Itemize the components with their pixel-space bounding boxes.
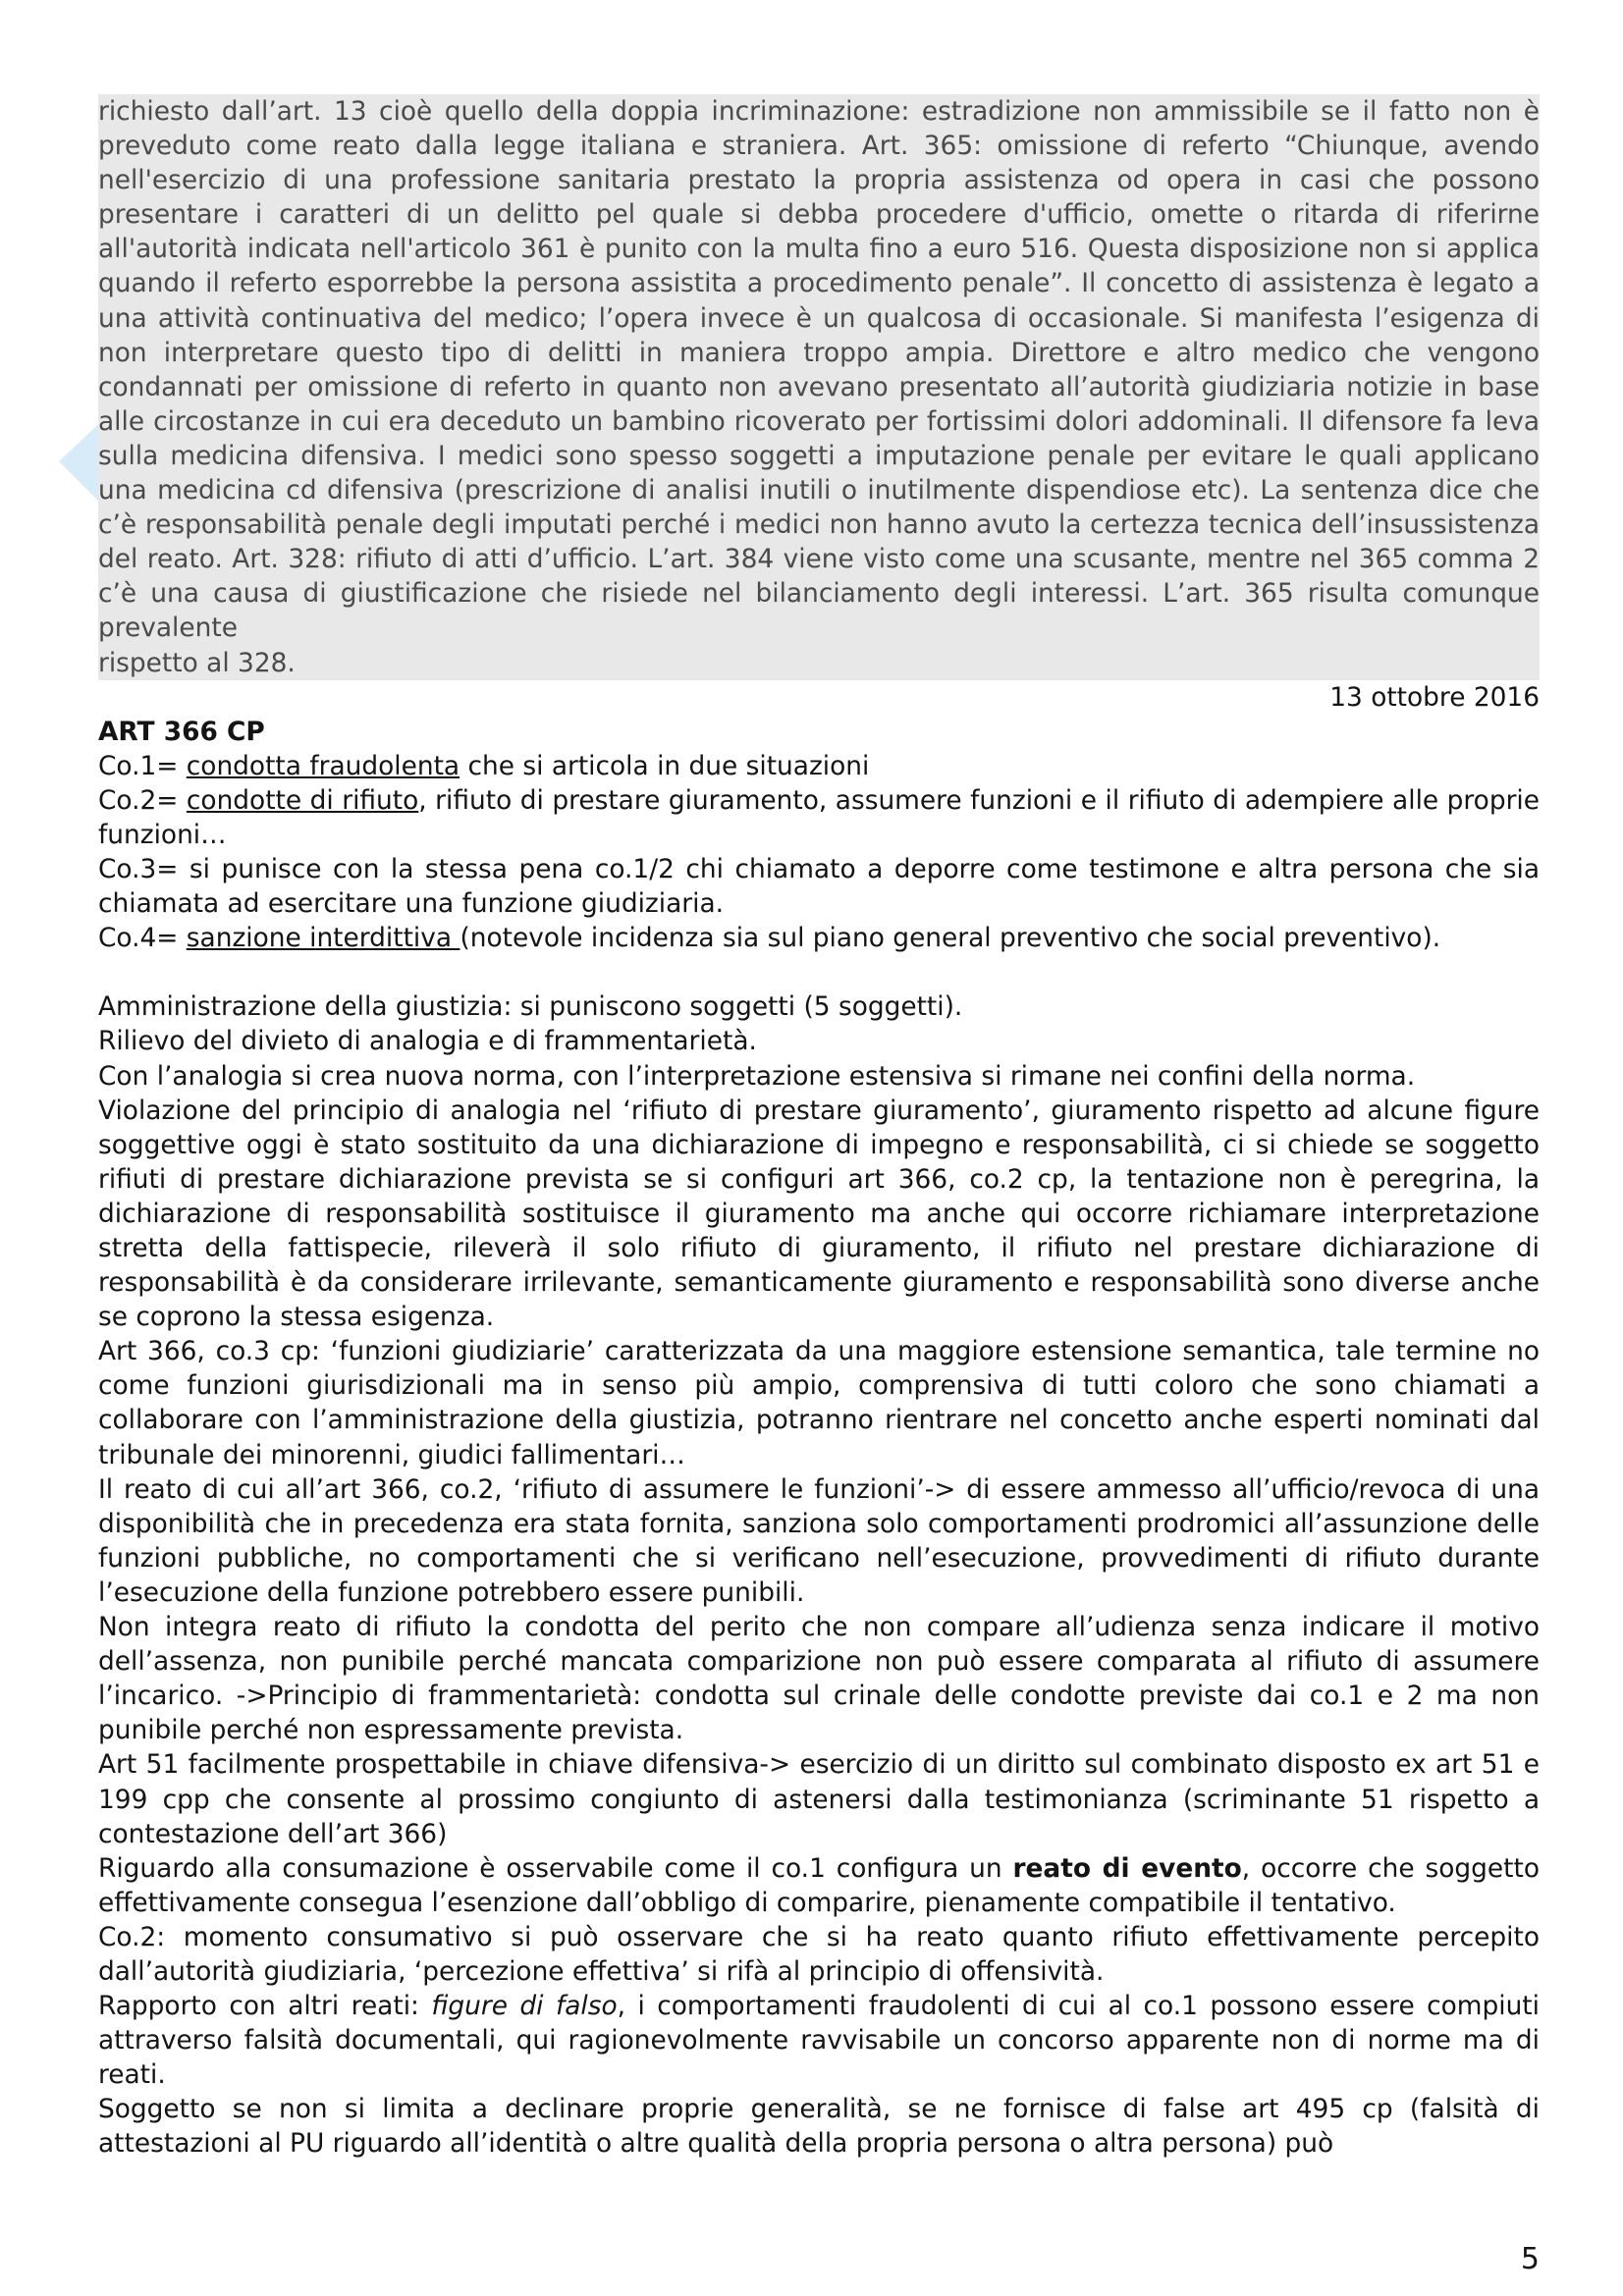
continuation-text: richiesto dall’art. 13 cioè quello della doppia incriminazione: estradizione non ammissibile se il fatto non è preveduto come reato dalla legge italiana e straniera. Art. 365: omissione di referto “Chiunque, avendo nell'esercizio di una professione sanitaria prestato la propria assistenza od opera in casi che possono presentare i caratteri di un delitto pel quale si debba procedere d'ufficio, omette o ritarda di riferirne all'autorità indicata nell'articolo 361 è punito con la multa fino a euro 516. Questa disposizione non si applica quando il referto esporrebbe la persona assistita a procedimento penale”. Il concetto di assistenza è legato a una attività continuativa del medico; l’opera invece è un qualcosa di occasionale. Si manifesta l’esigenza di non interpretare questo tipo di delitti in maniera troppo ampia. Direttore e altro medico che vengono condannati per omissione di referto in quanto non avevano presentato all’autorità giudiziaria notizie in base alle circostanze in cui era deceduto un bambino ricoverato per fortissimi dolori addominali. Il difensore fa leva sulla medicina difensiva. I medici sono spesso soggetti a imputazione penale per evitare le quali applicano una medicina cd difensiva (prescrizione di analisi inutili o inutilmente dispendiose etc). La sentenza dice che c’è responsabilità penale degli imputati perché i medici non hanno avuto la certezza tecnica dell’insussistenza del reato. Art. 328: rifiuto di atti d’ufficio. L’art. 384 viene visto come una scusante, mentre nel 365 comma 2 c’è una causa di giustificazione che risiede nel bilanciamento degli interessi. L’art. 365 risulta comunque prevalente	[98, 96, 1540, 644]
continuation-last-line: rispetto al 328.	[98, 647, 296, 678]
blank-line	[98, 955, 1540, 989]
co1-line: Co.1= condotta fraudolenta che si articola in due situazioni	[98, 750, 870, 781]
paragraph-7: Non integra reato di rifiuto la condotta del perito che non compare all’udienza senza indicare il motivo dell’assenza, non punibile perché mancata comparizione non può essere comparata al rifiuto di assumere l’incarico. ->Principio di frammentarietà: condotta sul crinale delle condotte previste dai co.1 e 2 ma non punibile perché non espressamente prevista.	[98, 1612, 1540, 1746]
paragraph-4: Violazione del principio di analogia nel ‘rifiuto di prestare giuramento’, giuramento rispetto ad alcune figure soggettive oggi è stato sostituito da una dichiarazione di impegno e responsabilità, ci si chiede se soggetto rifiuti di prestare dichiarazione prevista se si configuri art 366, co.2 cp, la tentazione non è peregrina, la dichiarazione di responsabilità sostituisce il giuramento ma anche qui occorre richiamare interpretazione stretta della fattispecie, rileverà il solo rifiuto di giuramento, il rifiuto nel prestare dichiarazione di responsabilità è da considerare irrilevante, semanticamente giuramento e responsabilità sono diverse anche se coprono la stessa esigenza.	[98, 1095, 1540, 1333]
page-number: 5	[1520, 2242, 1540, 2276]
paragraph-5: Art 366, co.3 cp: ‘funzioni giudiziarie’ caratterizzata da una maggiore estensione semantica, tale termine no come funzioni giurisdizionali ma in senso più ampio, comprensiva di tutti coloro che sono chiamati a collaborare con l’amministrazione della giustizia, potranno rientrare nel concetto anche esperti nominati dal tribunale dei minorenni, giudici fallimentari…	[98, 1336, 1540, 1470]
paragraph-10: Co.2: momento consumativo si può osservare che si ha reato quanto rifiuto effettivamente percepito dall’autorità giudiziaria, ‘percezione effettiva’ si rifà al principio di offensività.	[98, 1921, 1540, 1987]
paragraph-12: Soggetto se non si limita a declinare proprie generalità, se ne fornisce di false art 495 cp (falsità di attestazioni al PU riguardo all’identità o altre qualità della propria persona o altra persona) può	[98, 2094, 1540, 2160]
paragraph-1: Amministrazione della giustizia: si puniscono soggetti (5 soggetti).	[98, 991, 963, 1023]
paragraph-8: Art 51 facilmente prospettabile in chiave difensiva-> esercizio di un diritto sul combinato disposto ex art 51 e 199 cpp che consente al prossimo congiunto di astenersi dalla testimonianza (scriminante 51 rispetto a contestazione dell’art 366)	[98, 1749, 1540, 1849]
paragraph-3: Con l’analogia si crea nuova norma, con l’interpretazione estensiva si rimane nei confini della norma.	[98, 1060, 1416, 1092]
paragraph-6: Il reato di cui all’art 366, co.2, ‘rifiuto di assumere le funzioni’-> di essere ammesso all’ufficio/revoca di una disponibilità che in precedenza era stata fornita, sanziona solo comportamenti prodromici all’assunzione delle funzioni pubbliche, no comportamenti che si verificano nell’esecuzione, provvedimenti di rifiuto durante l’esecuzione della funzione potrebbero essere punibili.	[98, 1473, 1540, 1608]
document-page	[98, 94, 1540, 2162]
co4-line: Co.4= sanzione interdittiva (notevole incidenza sia sul piano general preventivo che social preventivo).	[98, 923, 1441, 954]
paragraph-9: Riguardo alla consumazione è osservabile come il co.1 configura un reato di evento, occorre che soggetto effettivamente consegua l’esenzione dall’obbligo di comparire, pienamente compatibile il tentativo.	[98, 1852, 1540, 1918]
highlighted-continuation	[98, 94, 1540, 680]
lecture-date: 13 ottobre 2016	[1329, 681, 1540, 713]
co3-line: Co.3= si punisce con la stessa pena co.1/2 chi chiamato a deporre come testimone e altra persona che sia chiamata ad esercitare una funzione giudiziaria.	[98, 854, 1540, 920]
section-heading: ART 366 CP	[98, 716, 265, 747]
paragraph-2: Rilievo del divieto di analogia e di frammentarietà.	[98, 1026, 757, 1057]
paragraph-11: Rapporto con altri reati: figure di falso, i comportamenti fraudolenti di cui al co.1 possono essere compiuti attraverso falsità documentali, qui ragionevolmente ravvisabile un concorso apparente non di norme ma di reati.	[98, 1991, 1540, 2091]
co2-line: Co.2= condotte di rifiuto, rifiuto di prestare giuramento, assumere funzioni e il rifiuto di adempiere alle proprie funzioni…	[98, 784, 1540, 850]
